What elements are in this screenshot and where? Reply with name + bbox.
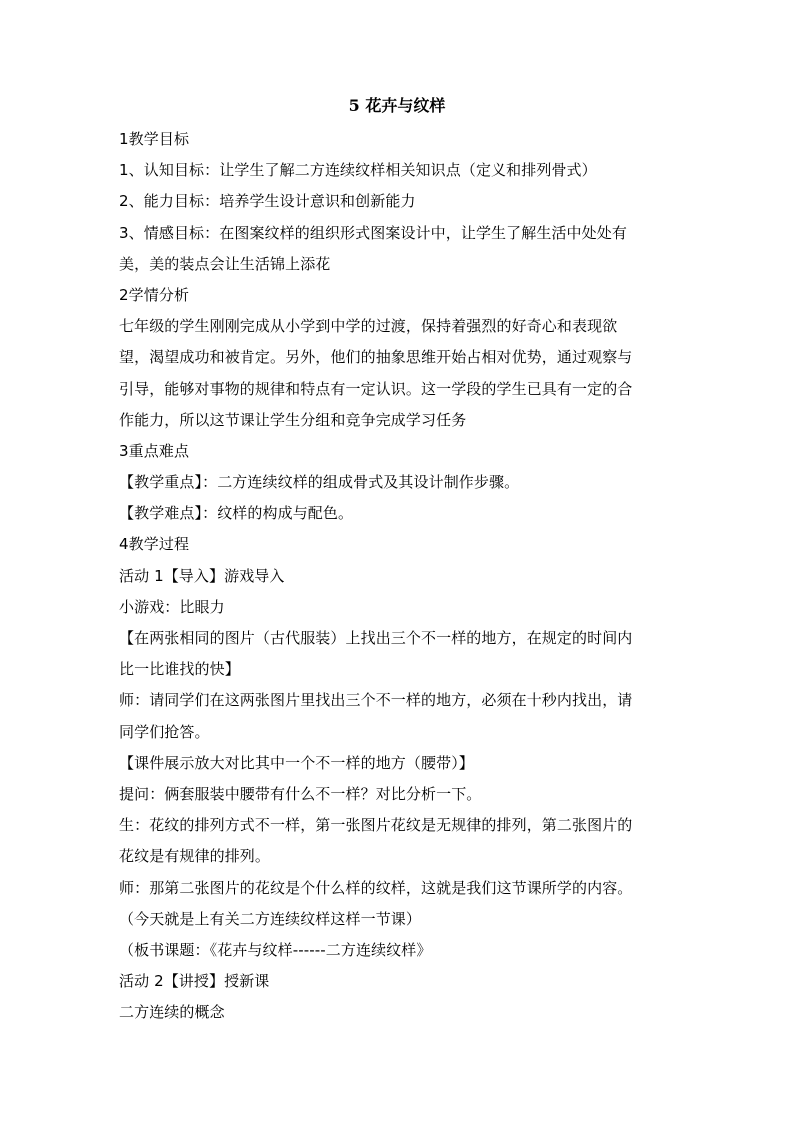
goal-cognitive: 1、认知目标：让学生了解二方连续纹样相关知识点（定义和排列骨式） xyxy=(119,161,597,180)
game-instruction-line-2: 比一比谁找的快】 xyxy=(119,660,240,679)
lesson-title: 5 花卉与纹样 xyxy=(348,96,446,115)
goal-emotion-line-2: 美，美的装点会让生活锦上添花 xyxy=(119,254,331,273)
section-heading-teaching-goals: 1教学目标 xyxy=(119,130,190,148)
difficult-point: 【教学难点】：纹样的构成与配色。 xyxy=(119,504,354,523)
analysis-paragraph-line-1: 七年级的学生刚刚完成从小学到中学的过渡，保持着强烈的好奇心和表现欲 xyxy=(119,317,618,336)
lesson-intro-note: （今天就是上有关二方连续纹样这样一节课） xyxy=(119,909,422,928)
section-heading-key-points: 3重点难点 xyxy=(119,441,190,460)
section-heading-student-analysis: 2学情分析 xyxy=(119,285,190,304)
goal-ability: 2、能力目标：培养学生设计意识和创新能力 xyxy=(119,192,416,211)
game-instruction-line-1: 【在两张相同的图片（古代服装）上找出三个不一样的地方，在规定的时间内 xyxy=(119,629,633,647)
mini-game-label: 小游戏：比眼力 xyxy=(119,597,225,616)
teacher-prompt-line-1: 师：请同学们在这两张图片里找出三个不一样的地方，必须在十秒内找出，请 xyxy=(119,691,633,710)
activity-2-heading: 活动 2【讲授】授新课 xyxy=(119,972,270,991)
student-answer-line-1: 生：花纹的排列方式不一样，第一张图片花纹是无规律的排列，第二张图片的 xyxy=(119,816,633,835)
concept-heading: 二方连续的概念 xyxy=(119,1003,225,1022)
analysis-paragraph-line-3: 引导，能够对事物的规律和特点有一定认识。这一学段的学生已具有一定的合 xyxy=(119,379,633,398)
teacher-prompt-line-2: 同学们抢答。 xyxy=(119,722,210,741)
courseware-note: 【课件展示放大对比其中一个不一样的地方（腰带）】 xyxy=(119,753,474,772)
goal-emotion-line-1: 3、情感目标：在图案纹样的组织形式图案设计中，让学生了解生活中处处有 xyxy=(119,223,627,242)
analysis-paragraph-line-4: 作能力，所以这节课让学生分组和竞争完成学习任务 xyxy=(119,410,467,429)
key-point: 【教学重点】：二方连续纹样的组成骨式及其设计制作步骤。 xyxy=(119,473,520,492)
blackboard-title-note: （板书课题：《花卉与纹样------二方连续纹样》 xyxy=(119,940,432,959)
student-answer-line-2: 花纹是有规律的排列。 xyxy=(119,847,271,866)
analysis-paragraph-line-2: 望，渴望成功和被肯定。另外，他们的抽象思维开始占相对优势，通过观察与 xyxy=(119,348,633,367)
teacher-transition: 师：那第二张图片的花纹是个什么样的纹样，这就是我们这节课所学的内容。 xyxy=(119,878,633,897)
question: 提问：俩套服装中腰带有什么不一样？对比分析一下。 xyxy=(119,784,482,803)
activity-1-heading: 活动 1【导入】游戏导入 xyxy=(119,566,285,585)
document-body xyxy=(119,124,679,1028)
section-heading-teaching-process: 4教学过程 xyxy=(119,535,190,554)
